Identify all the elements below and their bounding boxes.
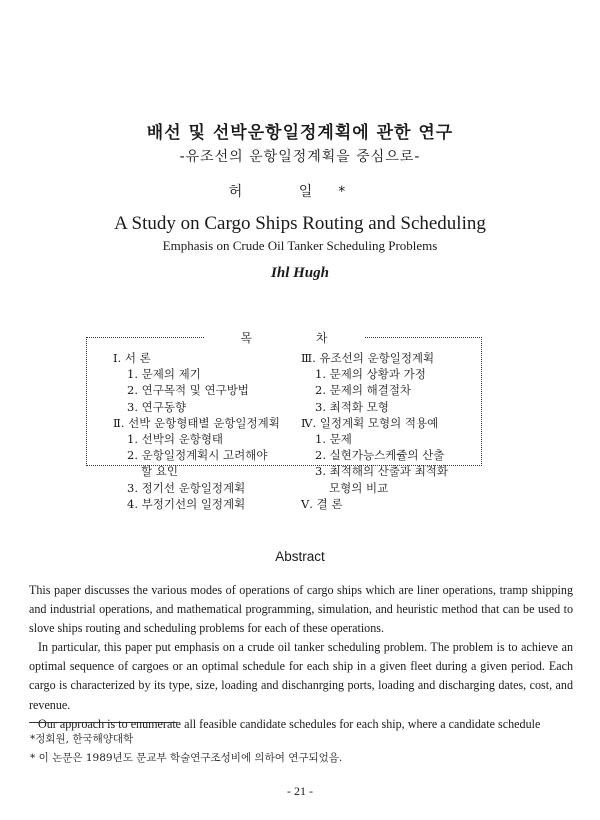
toc-item: 2. 연구목적 및 연구방법 <box>127 383 249 398</box>
paper-title-korean: 배선 및 선박운항일정계획에 관한 연구 <box>146 123 454 143</box>
toc-item: 1. 선박의 운항형태 <box>127 432 224 447</box>
toc-item: 1. 문제의 상황과 가정 <box>315 367 426 382</box>
toc-item: 2. 운항일정계획시 고려해야 <box>127 448 268 463</box>
toc-item: 3. 연구동향 <box>127 399 187 414</box>
toc-item-continuation: 모형의 비교 <box>329 480 389 495</box>
toc-item: 1. 문제 <box>315 432 352 447</box>
toc-item: 4. 부정기선의 일정계획 <box>127 496 246 511</box>
author-korean: 허 일* <box>228 184 372 200</box>
paper-title-english: A Study on Cargo Ships Routing and Scheduling <box>114 213 486 234</box>
toc-item: 3. 정기선 운항일정계획 <box>127 480 246 495</box>
paper-subtitle-english: Emphasis on Crude Oil Tanker Scheduling Problems <box>162 238 438 253</box>
page-number: - 21 - <box>287 784 313 798</box>
toc-item: 2. 실현가능스케쥴의 산출 <box>315 448 445 463</box>
toc-left-column <box>113 350 293 512</box>
table-of-contents <box>86 331 482 511</box>
footnote-affiliation: *정회원, 한국해양대학 <box>30 733 134 745</box>
toc-section-2: Ⅱ. 선박 운항형태별 운항일정계획 <box>113 415 280 430</box>
toc-heading: 목 차 <box>87 329 481 346</box>
toc-section-5: Ⅴ. 결 론 <box>301 496 343 511</box>
toc-item: 3. 최적화 모형 <box>315 399 389 414</box>
toc-item: 1. 문제의 제기 <box>127 367 201 382</box>
toc-section-1: Ⅰ. 서 론 <box>113 351 151 365</box>
toc-section-3: Ⅲ. 유조선의 운항일정계획 <box>301 351 435 365</box>
footnote-divider <box>29 722 177 723</box>
footnote-funding: * 이 논문은 1989년도 문교부 학술연구조성비에 의하여 연구되었음. <box>30 752 343 764</box>
toc-item-continuation: 할 요인 <box>141 464 178 479</box>
author-english: Ihl Hugh <box>271 265 329 281</box>
paper-subtitle-korean: -유조선의 운항일정계획을 중심으로- <box>179 149 421 165</box>
toc-right-column <box>301 350 476 512</box>
abstract-body <box>29 581 573 734</box>
toc-item: 2. 문제의 해결절차 <box>315 383 412 398</box>
abstract-heading: Abstract <box>275 549 325 564</box>
abstract-paragraph: Our approach is to enumerate all feasible candidate schedules for each ship, where a candidate schedule <box>38 716 541 731</box>
abstract-paragraph: This paper discusses the various modes of operations of cargo ships which are liner operations, tramp shipping and industrial operations, and mathematical programming, simulation, and heuristic method that can be used to slove ships routing and scheduling problems for each of these operations. <box>29 583 573 636</box>
toc-item: 3. 최적해의 산출과 최적화 <box>315 464 449 479</box>
toc-section-4: Ⅳ. 일정계획 모형의 적용예 <box>301 415 439 430</box>
abstract-paragraph: In particular, this paper put emphasis on a crude oil tanker scheduling problem. The problem is to achieve an optimal sequence of cargoes or an optimal schedule for each ship in a given fleet during a given period. Each cargo is characterized by its type, size, loading and dischanrging ports, loading and discharging dates, cost, and revenue. <box>29 640 573 712</box>
